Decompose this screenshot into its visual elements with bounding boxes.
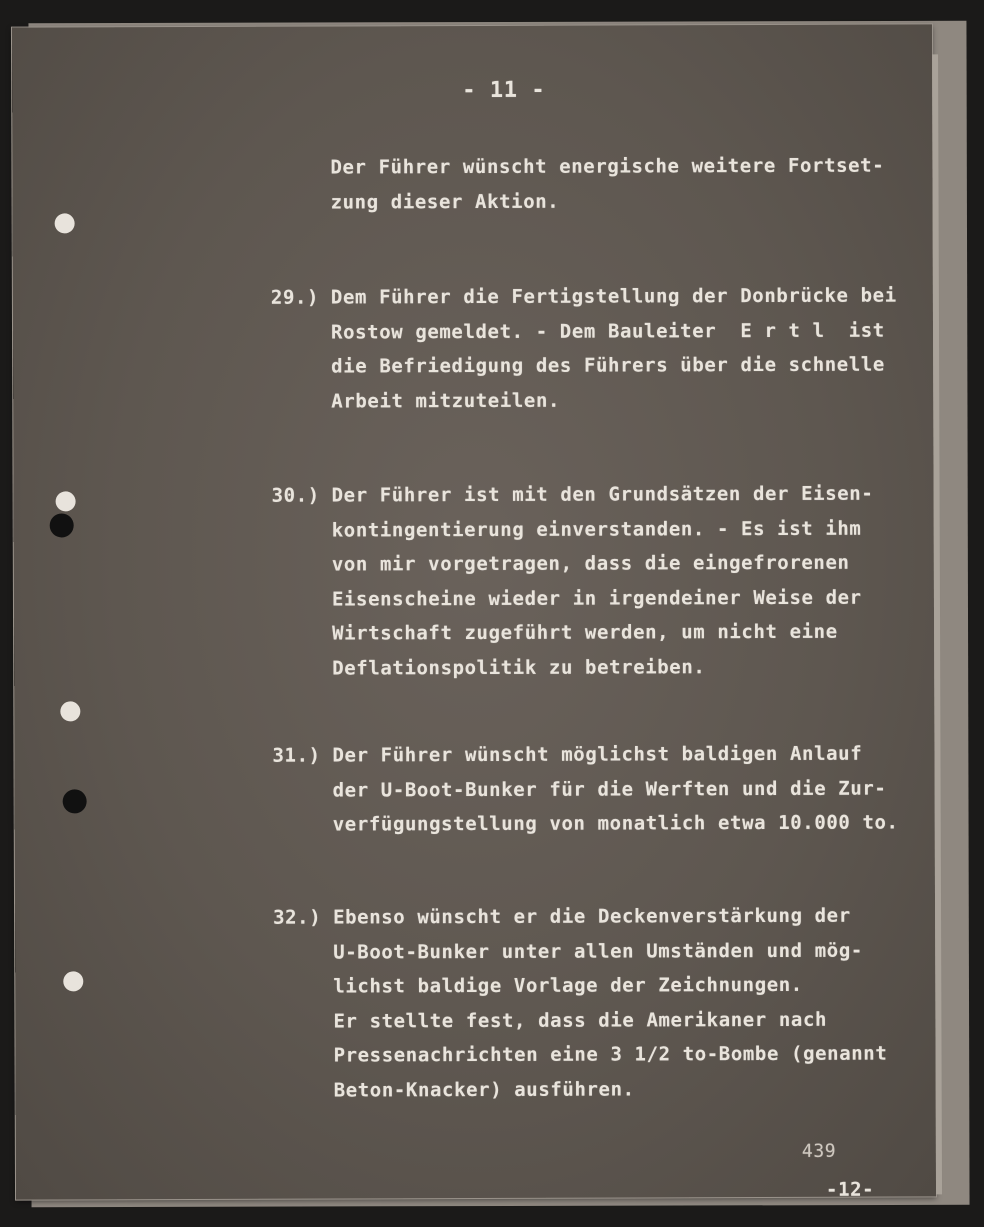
text-line: Beton-Knacker) ausführen. xyxy=(333,1077,635,1101)
text-line: der U-Boot-Bunker für die Werften und die Zur- xyxy=(332,777,887,801)
item-number: 29.) xyxy=(270,286,320,309)
item-number: 31.) xyxy=(272,744,321,767)
punch-hole xyxy=(56,491,76,511)
text-line: Eisenscheine wieder in irgendeiner Weise der xyxy=(331,586,862,610)
item-paragraph xyxy=(333,899,888,1108)
punch-hole xyxy=(63,971,83,991)
punch-hole xyxy=(60,701,80,721)
text-line: zung dieser Aktion. xyxy=(330,190,560,213)
item-paragraph xyxy=(331,279,897,419)
text-line: von mir vorgetragen, dass die eingefrorenen xyxy=(331,551,850,576)
text-line: U-Boot-Bunker unter allen Umständen und mög- xyxy=(333,939,863,963)
text-line: Arbeit mitzuteilen. xyxy=(331,389,561,412)
punch-hole xyxy=(55,213,75,233)
text-line: Der Führer wünscht energische weitere Fortset- xyxy=(330,154,885,179)
punch-hole xyxy=(50,513,74,537)
item-paragraph xyxy=(332,477,874,686)
item-paragraph xyxy=(332,737,898,842)
punch-hole xyxy=(63,789,87,813)
text-line: Der Führer wünscht möglichst baldigen Anlauf xyxy=(332,742,863,767)
text-line: Dem Führer die Fertigstellung der Donbrücke bei xyxy=(330,284,897,309)
intro-paragraph xyxy=(330,149,884,220)
text-line: Deflationspolitik zu betreiben. xyxy=(332,655,706,679)
text-line: Wirtschaft zugeführt werden, um nicht eine xyxy=(332,620,838,645)
next-page-marker: -12- xyxy=(825,1178,875,1201)
text-line: Er stellte fest, dass die Amerikaner nach xyxy=(333,1008,828,1032)
item-number: 32.) xyxy=(273,906,322,929)
text-line: Der Führer ist mit den Grundsätzen der Eisen- xyxy=(331,482,874,507)
text-line: die Befriedigung des Führers über die schnelle xyxy=(331,353,885,378)
text-line: Ebenso wünscht er die Deckenverstärkung der xyxy=(333,904,851,929)
archive-number: 439 xyxy=(801,1140,837,1162)
document-page xyxy=(12,24,936,1199)
text-line: kontingentierung einverstanden. - Es ist ihm xyxy=(331,517,862,541)
text-line: Pressenachrichten eine 3 1/2 to-Bombe (genannt xyxy=(333,1042,888,1067)
text-line: verfügungstellung von monatlich etwa 10.000 to. xyxy=(332,811,899,836)
item-number: 30.) xyxy=(271,484,320,507)
page-number: - 11 - xyxy=(462,77,546,104)
text-line: lichst baldige Vorlage der Zeichnungen. xyxy=(333,973,803,998)
text-line: Rostow gemeldet. - Dem Bauleiter E r t l ist xyxy=(330,319,885,343)
